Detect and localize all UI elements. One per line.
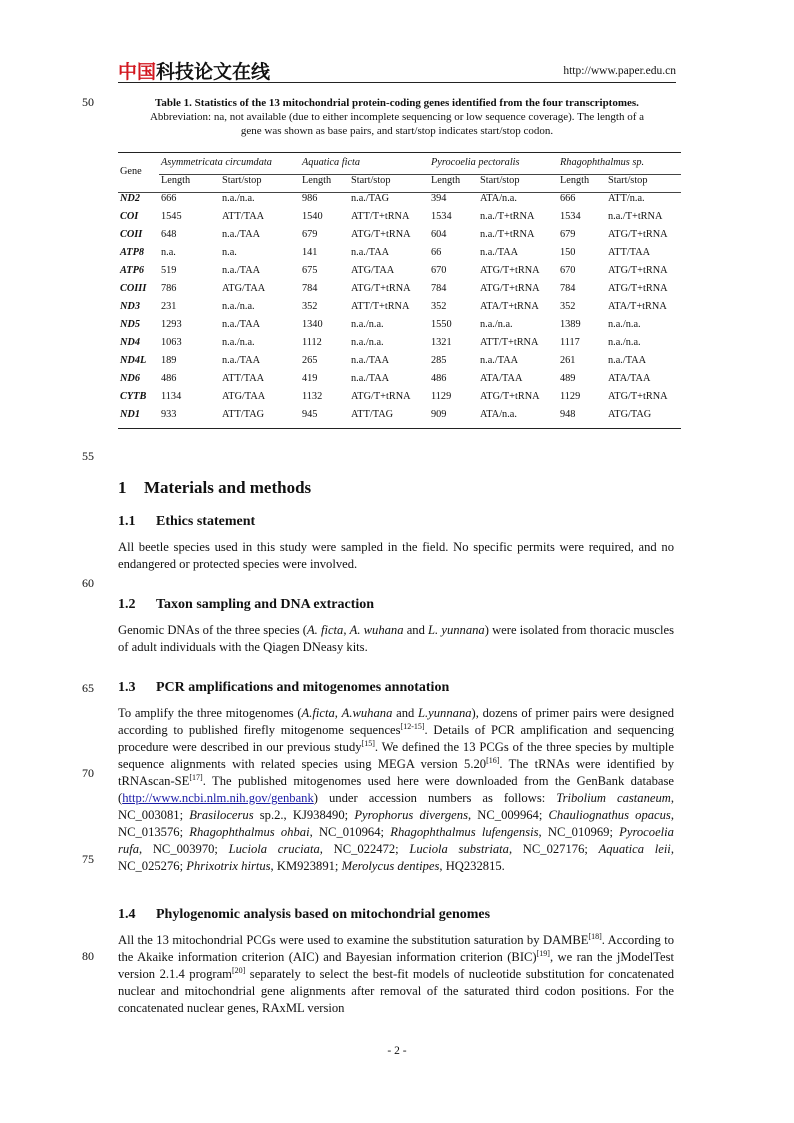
length-cell: 945	[302, 408, 318, 420]
table-species-row	[118, 153, 681, 171]
startstop-cell: n.a./n.a.	[351, 318, 384, 330]
startstop-cell: n.a./n.a.	[608, 336, 641, 348]
startstop-cell: n.a./TAG	[351, 192, 390, 204]
length-cell: 394	[431, 192, 447, 204]
length-cell: 1063	[161, 336, 182, 348]
startstop-cell: ATG/TAA	[222, 390, 266, 402]
citation: [18]	[588, 931, 602, 941]
length-cell: 1293	[161, 318, 182, 330]
table-row	[118, 387, 681, 405]
length-cell: 1540	[302, 210, 323, 222]
subsection-heading: 1.1 Ethics statement	[118, 514, 256, 529]
startstop-cell: n.a./n.a.	[222, 192, 255, 204]
length-cell: 285	[431, 354, 447, 366]
subsection-heading: 1.4 Phylogenomic analysis based on mitochondrial genomes	[118, 907, 491, 922]
startstop-header: Start/stop	[608, 174, 648, 186]
length-header: Length	[431, 174, 461, 186]
length-cell: 150	[560, 246, 576, 258]
gene-cell: ND1	[120, 408, 141, 420]
length-cell: 604	[431, 228, 447, 240]
species-header: Aquatica ficta	[302, 156, 361, 168]
startstop-cell: n.a./T+tRNA	[480, 228, 535, 240]
length-cell: 933	[161, 408, 177, 420]
startstop-cell: ATA/T+tRNA	[608, 300, 667, 312]
gene-column-header: Gene	[120, 165, 142, 177]
gene-cell: COI	[120, 210, 139, 222]
line-number: 60	[82, 576, 94, 590]
table-title: Table 1. Statistics of the 13 mitochondrial protein-coding genes identified from the four transcriptomes.	[155, 97, 639, 109]
length-cell: 986	[302, 192, 318, 204]
startstop-cell: ATT/T+tRNA	[351, 210, 410, 222]
table-row	[118, 405, 681, 423]
species-header: Rhagophthalmus sp.	[560, 156, 645, 168]
length-cell: 352	[302, 300, 318, 312]
length-cell: 1545	[161, 210, 182, 222]
length-header: Length	[560, 174, 590, 186]
gene-cell: COIII	[120, 282, 147, 294]
startstop-cell: n.a./n.a.	[222, 336, 255, 348]
startstop-cell: n.a./TAA	[480, 246, 519, 258]
paragraph-phylogenomic: All the 13 mitochondrial PCGs were used to examine the substitution saturation by DAMBE[18]. According to the Akaike information criterion (AIC) and Bayesian information criterion (BIC)[19], we ran the jModelTest version 2.1.4 program[20] separately to select the best-fit models of nucleotide substitution for concatenated nuclear and mitochondrial gene alignments after removal of the saturated third codon positions. For the concatenated nuclear genes, RAxML version	[118, 931, 674, 1015]
length-cell: 675	[302, 264, 318, 276]
citation: [16]	[486, 755, 500, 765]
table-body	[118, 189, 681, 423]
length-cell: 679	[302, 228, 318, 240]
startstop-cell: n.a./T+tRNA	[480, 210, 535, 222]
gene-cell: ND6	[120, 372, 141, 384]
table-note-line: Abbreviation: na, not available (due to either incomplete sequencing or low sequence coverage). The length of a	[149, 111, 644, 123]
table-subheader-row	[118, 171, 681, 189]
gene-cell: ND2	[120, 192, 141, 204]
table-note-line: gene was shown as base pairs, and start/stop indicates start/stop codon.	[240, 125, 554, 137]
startstop-cell: ATA/n.a.	[480, 408, 517, 420]
citation: [20]	[231, 965, 246, 975]
length-cell: 261	[560, 354, 576, 366]
length-cell: 666	[560, 192, 576, 204]
length-cell: 489	[560, 372, 576, 384]
startstop-cell: ATG/TAA	[351, 264, 395, 276]
paragraph-pcr: To amplify the three mitogenomes (A.ficta, A.wuhana and L.yunnana), dozens of primer pairs were designed according to published firefly mitogenome sequences[12-15]. Details of PCR amplification and sequencing procedure were described in our previous study[15]. We defined the 13 PCGs of the three species by multiple sequence alignments with related species using MEGA version 5.20[16]. The tRNAs were identified by tRNAscan-SE[17]. The published mitogenomes used here were downloaded from the GenBank database (http://www.ncbi.nlm.nih.gov/genbank) under accession numbers as follows: Tribolium castaneum, NC_003081; Brasilocerus sp.2., KJ938490; Pyrophorus divergens, NC_009964; Chauliognathus opacus, NC_013576; Rhagophthalmus ohbai, NC_010964; Rhagophthalmus lufengensis, NC_010969; Pyrocoelia rufa, NC_003970; Luciola cruciata, NC_022472; Luciola substriata, NC_027176; Aquatica leii, NC_025276; Phrixotrix hirtus, KM923891; Merolycus dentipes, HQ232815.	[118, 706, 675, 873]
length-cell: 1117	[560, 336, 580, 348]
length-cell: 679	[560, 228, 576, 240]
table-row	[118, 279, 681, 297]
startstop-cell: n.a./TAA	[222, 318, 261, 330]
length-cell: 189	[161, 354, 177, 366]
line-number: 70	[82, 766, 94, 780]
startstop-cell: ATT/TAG	[222, 408, 265, 420]
length-cell: 231	[161, 300, 177, 312]
length-cell: 670	[431, 264, 447, 276]
startstop-cell: ATT/TAA	[222, 372, 265, 384]
startstop-cell: n.a./n.a.	[480, 318, 513, 330]
startstop-cell: ATT/TAG	[351, 408, 394, 420]
length-cell: 909	[431, 408, 447, 420]
length-cell: 265	[302, 354, 318, 366]
gene-cell: ND3	[120, 300, 141, 312]
startstop-cell: n.a./n.a.	[351, 336, 384, 348]
gene-cell: CYTB	[120, 390, 147, 402]
genbank-link[interactable]: http://www.ncbi.nlm.nih.gov/genbank	[122, 791, 314, 805]
length-cell: 784	[560, 282, 576, 294]
length-cell: 1129	[560, 390, 581, 402]
startstop-cell: n.a./TAA	[222, 264, 261, 276]
length-cell: 1129	[431, 390, 452, 402]
citation: [17]	[189, 772, 203, 782]
line-number: 80	[82, 949, 94, 963]
startstop-cell: ATG/T+tRNA	[480, 282, 540, 294]
table-row	[118, 351, 681, 369]
length-cell: 352	[560, 300, 576, 312]
page-number: - 2 -	[387, 1045, 407, 1057]
citation: [19]	[536, 948, 550, 958]
length-cell: 352	[431, 300, 447, 312]
gene-cell: ATP6	[120, 264, 145, 276]
table-bottom-rule	[118, 428, 681, 429]
startstop-header: Start/stop	[480, 174, 520, 186]
table-row	[118, 333, 681, 351]
gene-cell: ND4L	[120, 354, 147, 366]
startstop-cell: n.a./n.a.	[222, 300, 255, 312]
gene-cell: ND4	[120, 336, 141, 348]
table-row	[118, 189, 681, 207]
header-divider	[118, 82, 676, 83]
startstop-cell: ATG/T+tRNA	[608, 282, 668, 294]
length-cell: 1534	[560, 210, 581, 222]
startstop-cell: n.a./TAA	[222, 228, 261, 240]
species-header: Asymmetricata circumdata	[161, 156, 272, 168]
length-cell: 141	[302, 246, 318, 258]
line-number: 50	[82, 95, 94, 109]
length-cell: 784	[431, 282, 447, 294]
startstop-cell: ATG/T+tRNA	[608, 390, 668, 402]
length-cell: 1389	[560, 318, 581, 330]
gene-cell: ND5	[120, 318, 141, 330]
startstop-cell: ATG/T+tRNA	[351, 390, 411, 402]
length-cell: 948	[560, 408, 576, 420]
table-row	[118, 369, 681, 387]
section-heading: 1 Materials and methods	[118, 478, 312, 497]
citation: [15]	[361, 738, 375, 748]
length-cell: 419	[302, 372, 318, 384]
header-url[interactable]: http://www.paper.edu.cn	[563, 65, 676, 77]
startstop-cell: ATG/T+tRNA	[608, 228, 668, 240]
gene-cell: ATP8	[120, 246, 145, 258]
species-header: Pyrocoelia pectoralis	[431, 156, 520, 168]
startstop-cell: ATG/T+tRNA	[608, 264, 668, 276]
length-cell: 670	[560, 264, 576, 276]
length-cell: 519	[161, 264, 177, 276]
length-header: Length	[302, 174, 332, 186]
startstop-cell: ATG/T+tRNA	[480, 390, 540, 402]
startstop-cell: n.a./T+tRNA	[608, 210, 663, 222]
page-header	[118, 57, 676, 83]
subsection-heading: 1.2 Taxon sampling and DNA extraction	[118, 597, 375, 612]
length-cell: 1550	[431, 318, 452, 330]
startstop-cell: ATG/TAG	[608, 408, 652, 420]
startstop-header: Start/stop	[222, 174, 262, 186]
line-number: 55	[82, 449, 94, 463]
length-cell: 786	[161, 282, 177, 294]
length-cell: 1132	[302, 390, 323, 402]
table-row	[118, 225, 681, 243]
gene-cell: COII	[120, 228, 143, 240]
startstop-cell: ATT/TAA	[222, 210, 265, 222]
startstop-cell: n.a./TAA	[222, 354, 261, 366]
startstop-cell: n.a./TAA	[608, 354, 647, 366]
paragraph-sampling: Genomic DNAs of the three species (A. ficta, A. wuhana and L. yunnana) were isolated from thoracic muscles of adult individuals with the Qiagen DNeasy kits.	[118, 623, 674, 654]
startstop-cell: n.a./TAA	[351, 246, 390, 258]
site-logo: 中国科技论文在线	[118, 61, 271, 83]
startstop-cell: n.a./TAA	[351, 372, 390, 384]
table-row	[118, 315, 681, 333]
startstop-cell: ATT/n.a.	[608, 192, 645, 204]
length-cell: 784	[302, 282, 318, 294]
length-cell: 1340	[302, 318, 323, 330]
startstop-cell: ATA/TAA	[608, 372, 651, 384]
startstop-cell: ATT/T+tRNA	[351, 300, 410, 312]
citation: [12-15]	[400, 721, 425, 731]
startstop-cell: n.a./n.a.	[608, 318, 641, 330]
length-cell: 486	[161, 372, 177, 384]
length-cell: n.a.	[161, 246, 176, 258]
length-cell: 1134	[161, 390, 182, 402]
startstop-cell: ATA/T+tRNA	[480, 300, 539, 312]
startstop-header: Start/stop	[351, 174, 391, 186]
subsection-heading: 1.3 PCR amplifications and mitogenomes annotation	[118, 680, 450, 695]
gene-statistics-table	[118, 153, 681, 423]
length-cell: 1534	[431, 210, 452, 222]
length-cell: 486	[431, 372, 447, 384]
length-header: Length	[161, 174, 191, 186]
length-cell: 666	[161, 192, 177, 204]
startstop-cell: ATG/TAA	[222, 282, 266, 294]
paragraph-ethics: All beetle species used in this study were sampled in the field. No specific permits were required, and no endangered or protected species were involved.	[118, 540, 674, 571]
startstop-cell: ATG/T+tRNA	[351, 228, 411, 240]
length-cell: 1112	[302, 336, 322, 348]
line-number: 75	[82, 852, 94, 866]
startstop-cell: n.a./TAA	[351, 354, 390, 366]
startstop-cell: n.a.	[222, 246, 237, 258]
startstop-cell: ATG/T+tRNA	[351, 282, 411, 294]
startstop-cell: ATT/T+tRNA	[480, 336, 539, 348]
startstop-cell: ATT/TAA	[608, 246, 651, 258]
startstop-cell: ATG/T+tRNA	[480, 264, 540, 276]
line-number: 65	[82, 681, 94, 695]
length-cell: 648	[161, 228, 177, 240]
startstop-cell: ATA/n.a.	[480, 192, 517, 204]
length-cell: 66	[431, 246, 442, 258]
length-cell: 1321	[431, 336, 452, 348]
table-caption	[118, 96, 676, 138]
table-row	[118, 261, 681, 279]
startstop-cell: ATA/TAA	[480, 372, 523, 384]
startstop-cell: n.a./TAA	[480, 354, 519, 366]
table-row	[118, 297, 681, 315]
table-row	[118, 207, 681, 225]
table-row	[118, 243, 681, 261]
